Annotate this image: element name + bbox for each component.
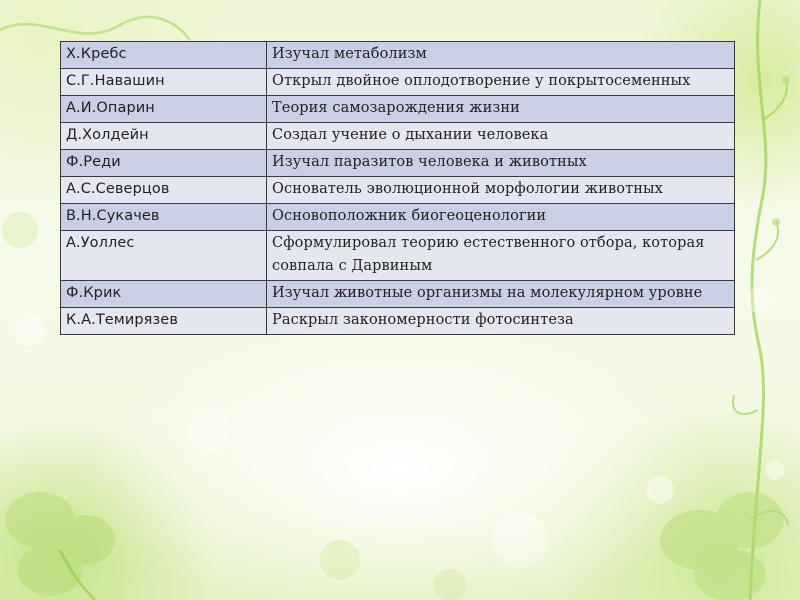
contribution-cell: Теория самозарождения жизни [267, 96, 735, 123]
contribution-cell: Создал учение о дыхании человека [267, 123, 735, 150]
scientists-table-container [60, 41, 734, 335]
scientist-name-cell: А.Уоллес [61, 231, 267, 281]
table-row [61, 308, 735, 335]
table-row [61, 42, 735, 69]
scientist-name-cell: А.С.Северцов [61, 177, 267, 204]
contribution-cell: Основоположник биогеоценологии [267, 204, 735, 231]
table-row [61, 177, 735, 204]
contribution-cell: Изучал животные организмы на молекулярном уровне [267, 281, 735, 308]
contribution-cell: Изучал метаболизм [267, 42, 735, 69]
clover-decoration-right [600, 430, 800, 600]
scientist-name-cell: К.А.Темирязев [61, 308, 267, 335]
table-row [61, 69, 735, 96]
scientist-name-cell: С.Г.Навашин [61, 69, 267, 96]
scientist-name-cell: Д.Холдейн [61, 123, 267, 150]
contribution-cell: Раскрыл закономерности фотосинтеза [267, 308, 735, 335]
table-row [61, 123, 735, 150]
contribution-cell: Изучал паразитов человека и животных [267, 150, 735, 177]
scientist-name-cell: Ф.Реди [61, 150, 267, 177]
contribution-cell: Основатель эволюционной морфологии животных [267, 177, 735, 204]
scientist-name-cell: Х.Кребс [61, 42, 267, 69]
contribution-cell: Открыл двойное оплодотворение у покрытосеменных [267, 69, 735, 96]
clover-decoration-left [0, 400, 160, 600]
table-row [61, 150, 735, 177]
table-row [61, 204, 735, 231]
table-row [61, 231, 735, 281]
table-row [61, 96, 735, 123]
contribution-cell: Сформулировал теорию естественного отбора, которая совпала с Дарвиным [267, 231, 735, 281]
scientist-name-cell: В.Н.Сукачев [61, 204, 267, 231]
scientist-name-cell: А.И.Опарин [61, 96, 267, 123]
scientists-table [60, 41, 735, 335]
table-row [61, 281, 735, 308]
scientist-name-cell: Ф.Крик [61, 281, 267, 308]
